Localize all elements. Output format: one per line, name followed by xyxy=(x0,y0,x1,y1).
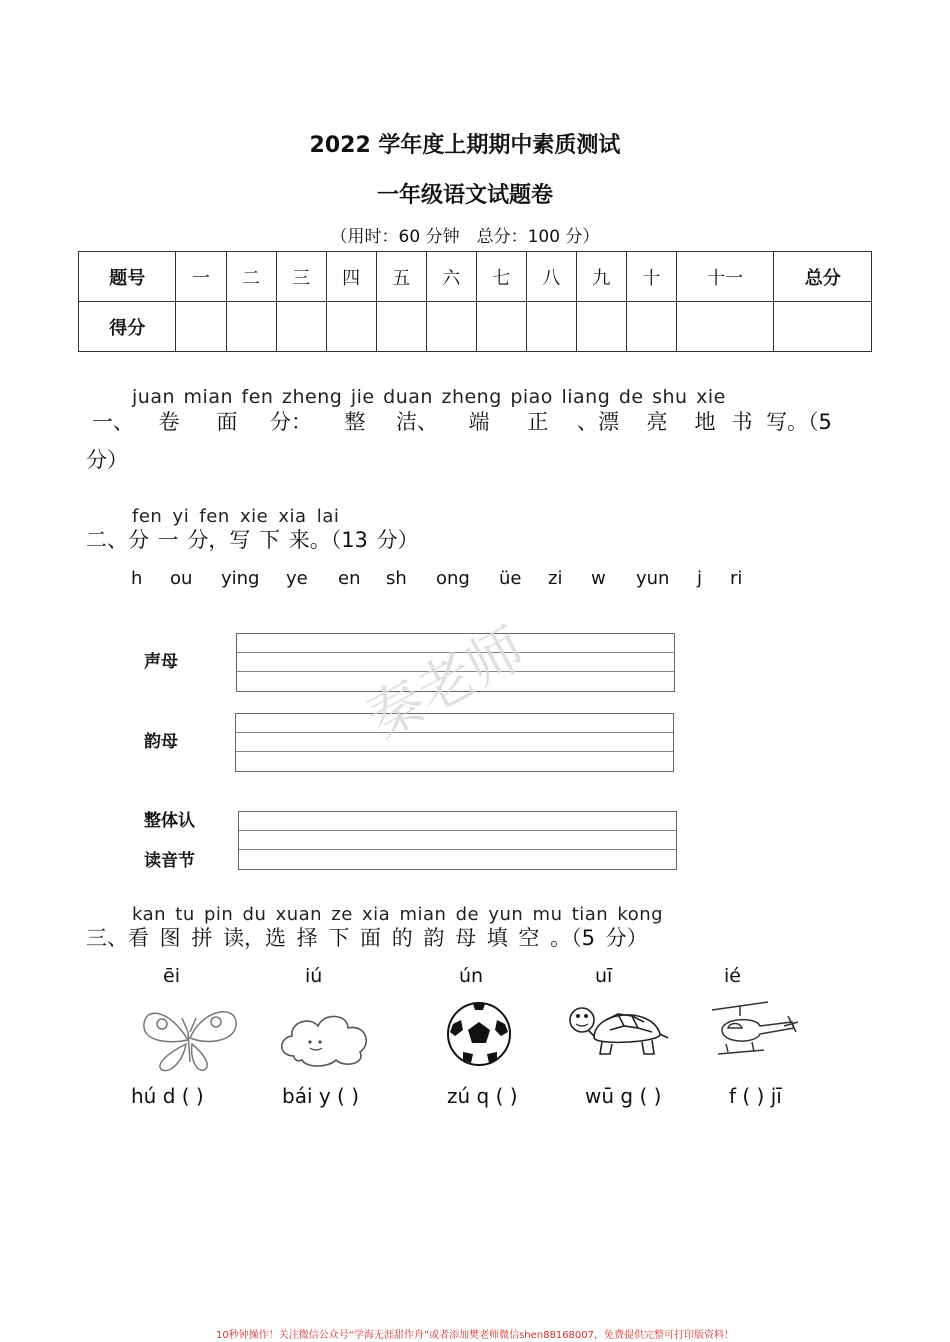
q1-text-part: 书 xyxy=(731,410,753,434)
q2-letter: ong xyxy=(436,568,470,589)
q1-text-part: 整 xyxy=(344,410,366,434)
q1-pinyin: juan mian fen zheng jie duan zheng piao liang de shu xie xyxy=(132,386,726,408)
whole-syllable-label-line2: 读音节 xyxy=(144,851,195,871)
score-blank-cell[interactable] xyxy=(326,302,376,352)
q3-answer-blank[interactable]: f ( ) jī xyxy=(729,1084,782,1108)
score-cell: 总分 xyxy=(774,252,872,302)
score-blank-cell[interactable] xyxy=(276,302,326,352)
score-cell: 七 xyxy=(476,252,526,302)
q1-text-part: 地 xyxy=(694,410,716,434)
q2-letter: ye xyxy=(286,568,308,589)
q1-text xyxy=(86,406,838,436)
q1-text-part: 亮 xyxy=(646,410,668,434)
turtle-picture xyxy=(566,998,670,1060)
score-blank-cell[interactable] xyxy=(774,302,872,352)
q1-text-part: 写。（5 xyxy=(766,410,832,434)
finals-label: 韵母 xyxy=(144,732,178,752)
score-blank-cell[interactable] xyxy=(476,302,526,352)
exam-info: （用时：60 分钟 总分：100 分） xyxy=(330,227,600,247)
score-cell: 八 xyxy=(526,252,576,302)
score-cell: 十 xyxy=(626,252,676,302)
q2-letter: ri xyxy=(730,568,743,589)
score-cell: 一 xyxy=(176,252,226,302)
q3-answer-blank[interactable]: hú d ( ) xyxy=(131,1084,204,1108)
score-blank-cell[interactable] xyxy=(226,302,276,352)
q2-letter: zi xyxy=(548,568,563,589)
q3-answer-blank[interactable]: zú q ( ) xyxy=(447,1084,518,1108)
q3-pinyin: kan tu pin du xuan ze xia mian de yun mu tian kong xyxy=(132,904,664,925)
butterfly-picture xyxy=(140,1002,240,1074)
q2-letter: yun xyxy=(636,568,670,589)
score-blank-cell[interactable] xyxy=(376,302,426,352)
q3-vowel: ēi xyxy=(163,965,180,987)
q1-text-part: 一、 xyxy=(92,410,134,434)
score-cell: 题号 xyxy=(79,252,176,302)
q2-letter: w xyxy=(591,568,606,589)
score-table xyxy=(78,251,872,352)
watermark: 秦老师 xyxy=(356,615,536,753)
q3-vowel: uī xyxy=(595,965,613,987)
q3-vowel: ié xyxy=(724,965,741,987)
score-cell: 十一 xyxy=(676,252,773,302)
score-blank-cell[interactable] xyxy=(176,302,226,352)
q3-answer-blank[interactable]: bái y ( ) xyxy=(282,1084,360,1108)
q3-vowel: iú xyxy=(305,965,323,987)
q3-text: 三、看 图 拼 读，选 择 下 面 的 韵 母 填 空 。（5 分） xyxy=(86,926,648,950)
q1-text-part: 、漂 xyxy=(577,410,619,434)
whole-syllable-writing-lines[interactable] xyxy=(238,811,677,870)
football-picture xyxy=(445,1000,513,1068)
footer-notice: 10秒钟操作！关注微信公众号“学海无涯甜作舟”或者添加樊老师微信shen88168007，免费提供完整可打印版资料！ xyxy=(215,1330,735,1341)
whole-syllable-label-line1: 整体认 xyxy=(144,811,195,831)
score-cell: 四 xyxy=(326,252,376,302)
q1-text-part: 卷 xyxy=(158,410,180,434)
exam-title: 2022 学年度上期期中素质测试 xyxy=(309,133,621,158)
helicopter-picture xyxy=(704,998,800,1062)
q3-answer-blank[interactable]: wū g ( ) xyxy=(585,1084,662,1108)
score-table-score-row xyxy=(79,302,872,352)
score-row-label: 得分 xyxy=(79,302,176,352)
q1-text-continued: 分） xyxy=(86,448,128,472)
score-blank-cell[interactable] xyxy=(526,302,576,352)
q1-text-part: 面 xyxy=(216,410,238,434)
q2-letter: ou xyxy=(170,568,193,589)
q1-text-part: 分： xyxy=(270,410,312,434)
score-cell: 六 xyxy=(426,252,476,302)
score-cell: 五 xyxy=(376,252,426,302)
score-cell: 三 xyxy=(276,252,326,302)
q1-text-part: 正 xyxy=(527,410,549,434)
q2-letter: en xyxy=(338,568,361,589)
score-cell: 二 xyxy=(226,252,276,302)
q2-letter: j xyxy=(697,568,703,589)
initials-label: 声母 xyxy=(144,652,178,672)
q2-letter: h xyxy=(131,568,143,589)
cloud-picture xyxy=(274,1008,374,1070)
score-blank-cell[interactable] xyxy=(676,302,773,352)
finals-writing-lines[interactable] xyxy=(235,713,674,772)
score-blank-cell[interactable] xyxy=(576,302,626,352)
q1-text-part: 端 xyxy=(468,410,490,434)
q2-text: 二、分 一 分，写 下 来。（13 分） xyxy=(86,528,419,552)
score-blank-cell[interactable] xyxy=(626,302,676,352)
q2-letter: üe xyxy=(499,568,522,589)
q2-letter: ying xyxy=(221,568,260,589)
exam-subtitle: 一年级语文试题卷 xyxy=(376,183,553,208)
q2-letter: sh xyxy=(386,568,407,589)
score-table-header-row xyxy=(79,252,872,302)
score-cell: 九 xyxy=(576,252,626,302)
q1-text-part: 洁、 xyxy=(396,410,438,434)
q3-vowel: ún xyxy=(459,965,484,987)
score-blank-cell[interactable] xyxy=(426,302,476,352)
q2-pinyin: fen yi fen xie xia lai xyxy=(132,506,340,527)
